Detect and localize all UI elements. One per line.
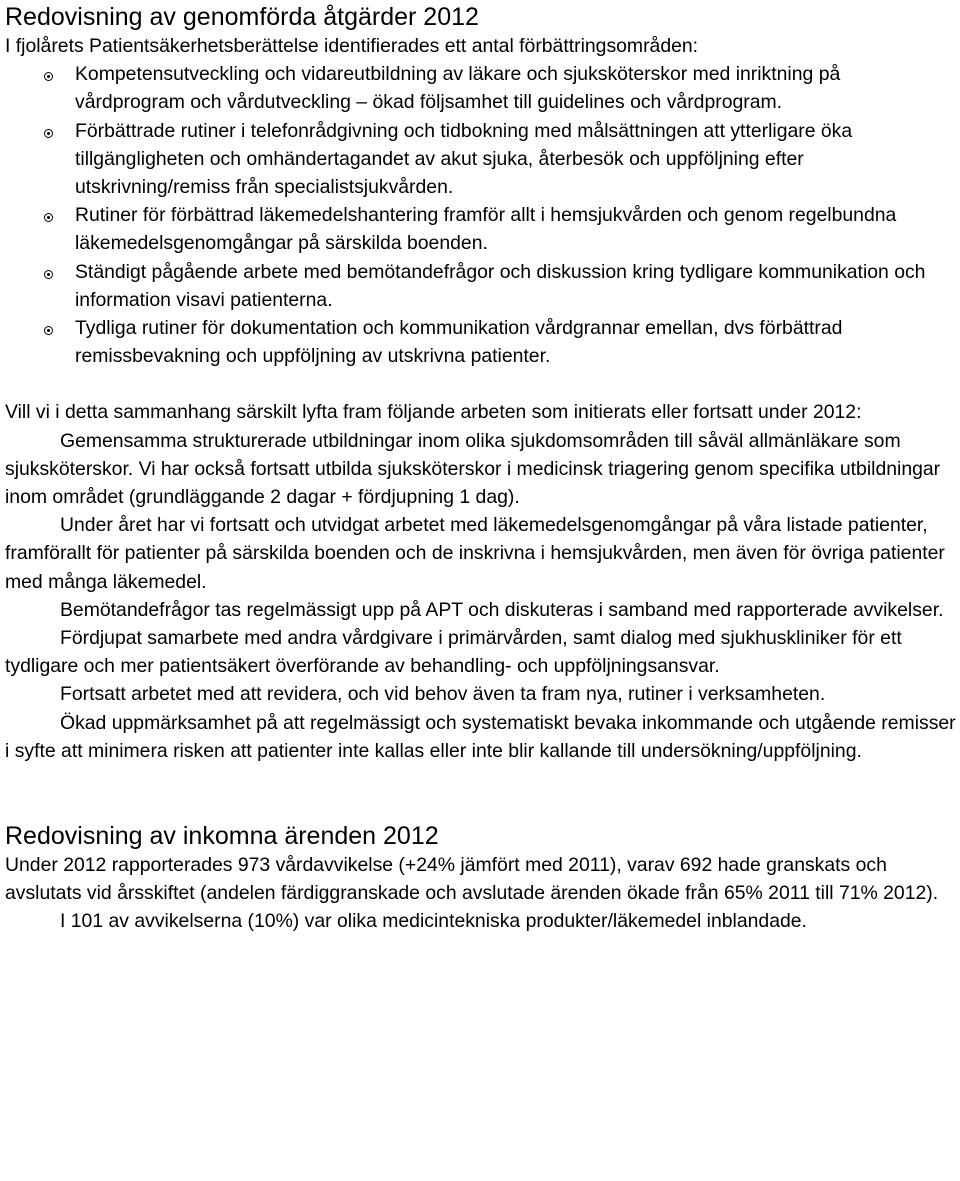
list-item: [5, 314, 960, 370]
followup-intro: Vill vi i detta sammanhang särskilt lyfta fram följande arbeten som initierats eller fortsatt under 2012:: [5, 401, 862, 424]
list-item-text: Kompetensutveckling och vidareutbildning av läkare och sjuksköterskor med inriktning på vårdprogram och vårdutveckling – ökad följsamhet till guidelines och vårdprogram.: [75, 63, 841, 114]
spacer: [5, 765, 960, 821]
body-paragraph: Ökad uppmärksamhet på att regelmässigt och systematiskt bevaka inkommande och utgående remisser i syfte att minimera risken att patienter inte kallas eller inte blir kallande till undersökning/uppföljning.: [5, 711, 956, 762]
bullet-icon: [44, 326, 53, 335]
bullet-icon: [44, 270, 53, 279]
list-item: [5, 60, 960, 116]
spacer: [5, 370, 960, 398]
list-item: [5, 258, 960, 314]
list-item: [5, 201, 960, 257]
body-paragraph: Fortsatt arbetet med att revidera, och vid behov även ta fram nya, rutiner i verksamheten.: [60, 683, 826, 706]
section-intro: I fjolårets Patientsäkerhetsberättelse identifierades ett antal förbättringsområden:: [5, 35, 699, 57]
list-item-text: Rutiner för förbättrad läkemedelshantering framför allt i hemsjukvården och genom regelbundna läkemedelsgenomgångar på särskilda boenden.: [75, 204, 897, 255]
body-paragraph: Bemötandefrågor tas regelmässigt upp på APT och diskuteras i samband med rapporterade avvikelser.: [60, 598, 944, 621]
body-paragraph: Gemensamma strukturerade utbildningar inom olika sjukdomsområden till såväl allmänläkare som sjuksköterskor. Vi har också fortsatt utbilda sjuksköterskor i medicinsk triagering genom specifika utbildningar inom området (grundläggande 2 dagar + fördjupning 1 dag).: [5, 429, 941, 509]
section-heading-reports: Redovisning av inkomna ärenden 2012: [5, 822, 439, 851]
body-paragraph: I 101 av avvikelserna (10%) var olika medicintekniska produkter/läkemedel inblandade.: [60, 910, 807, 933]
body-paragraph: Under året har vi fortsatt och utvidgat arbetet med läkemedelsgenomgångar på våra listade patienter, framförallt för patienter på särskilda boenden och de inskrivna i hemsjukvården, men även för övriga patienter med många läkemedel.: [5, 514, 945, 593]
list-item: [5, 117, 960, 202]
list-item-text: Tydliga rutiner för dokumentation och kommunikation vårdgrannar emellan, dvs förbättrad remissbevakning och uppföljning av utskrivna patienter.: [75, 317, 843, 368]
bullet-icon: [44, 72, 53, 81]
section-intro: Under 2012 rapporterades 973 vårdavvikelse (+24% jämfört med 2011), varav 692 hade granskats och avslutats vid årsskiftet (andelen färdiggranskade och avslutade ärenden ökade från 65% 2011 till 71% 2012).: [5, 854, 939, 905]
list-item-text: Ständigt pågående arbete med bemötandefrågor och diskussion kring tydligare kommunikation och information visavi patienterna.: [75, 260, 926, 311]
bullet-icon: [44, 129, 53, 138]
bullet-icon: [44, 213, 53, 222]
improvement-areas-list: [5, 60, 960, 370]
body-paragraph: Fördjupat samarbete med andra vårdgivare i primärvården, samt dialog med sjukhuskliniker för ett tydligare och mer patientsäkert överförande av behandling- och uppföljningsansvar.: [5, 627, 902, 678]
list-item-text: Förbättrade rutiner i telefonrådgivning och tidbokning med målsättningen att ytterligare öka tillgängligheten och omhändertagandet av akut sjuka, återbesök och uppföljning efter utskrivning/remiss från specialistsjukvården.: [75, 119, 853, 199]
section-heading-measures: Redovisning av genomförda åtgärder 2012: [5, 3, 479, 31]
